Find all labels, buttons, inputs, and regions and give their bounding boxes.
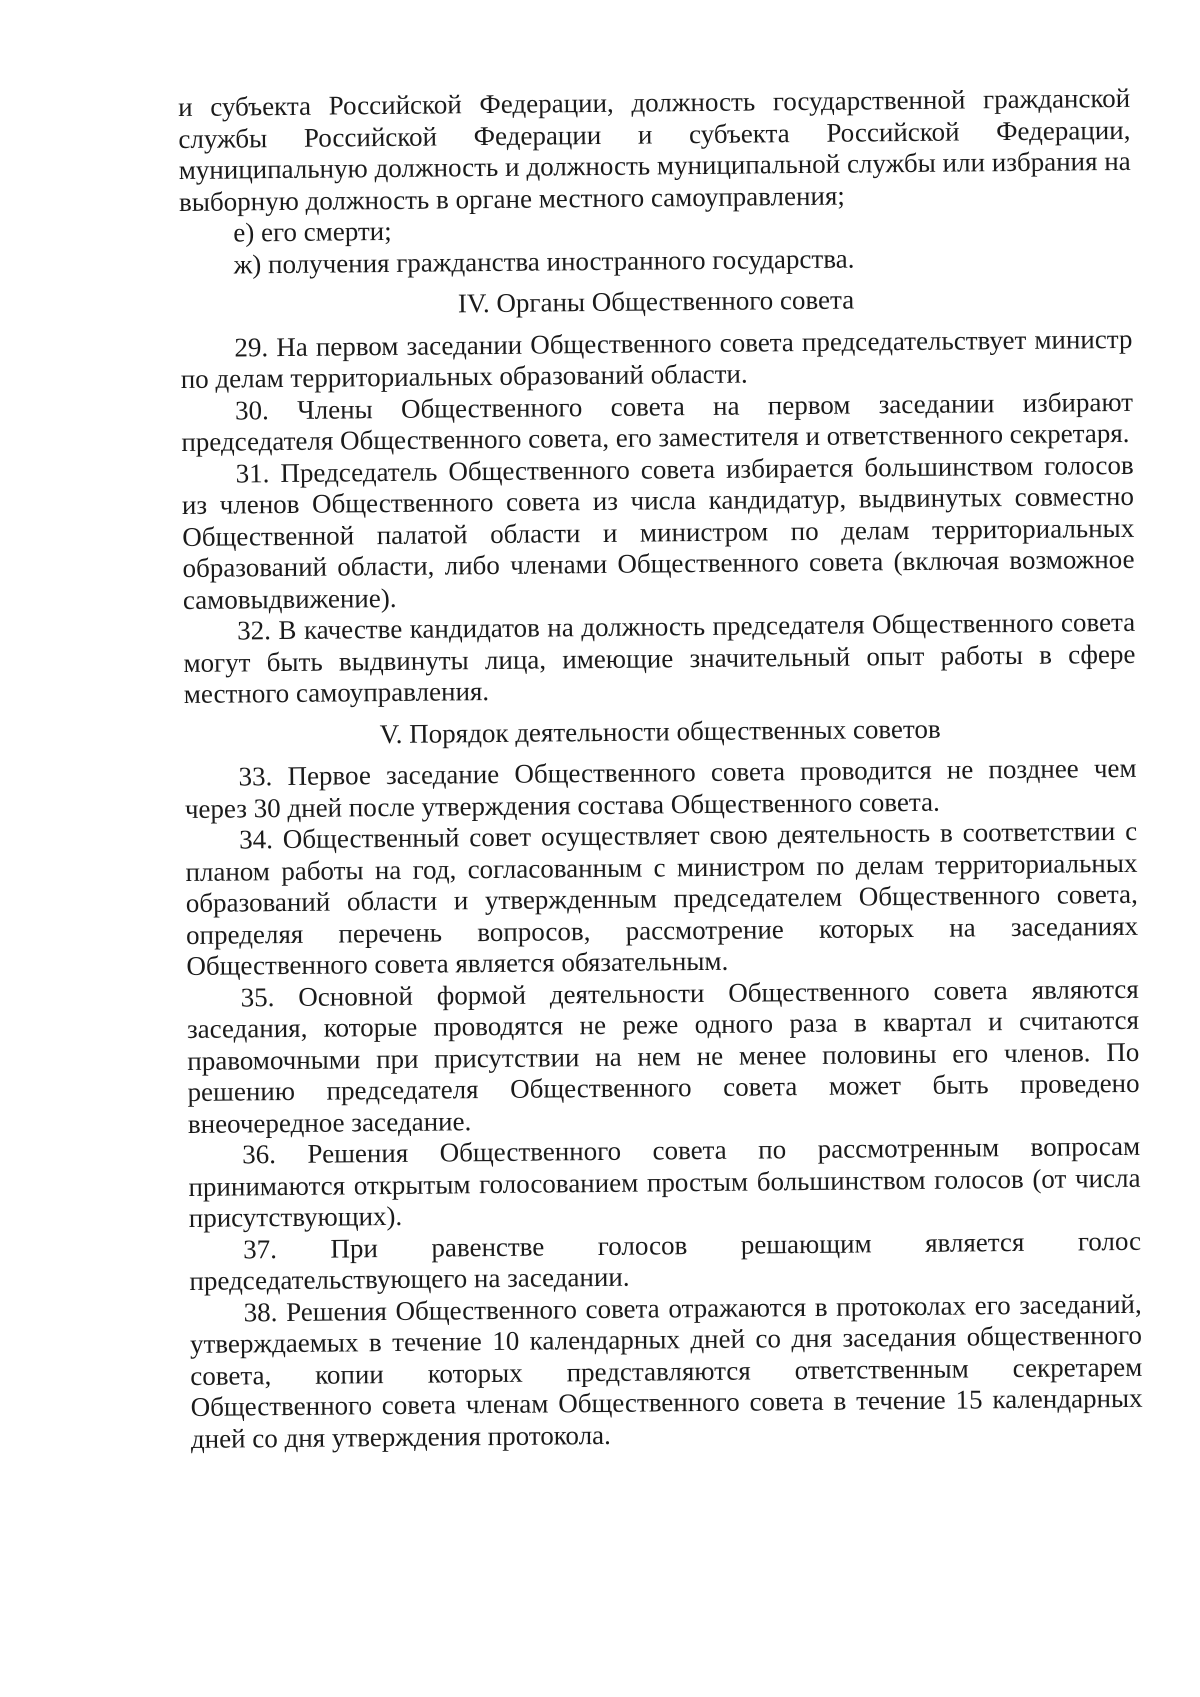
paragraph-36: 36. Решения Общественного совета по рассмотренным вопросам принимаются открытым голосованием простым большинством голосов (от числа присутствующих). [188,1130,1141,1233]
document-body [178,83,1143,1455]
list-item-e: е) его смерти; [233,215,392,248]
section-heading-v: V. Порядок деятельности общественных советов [379,713,941,749]
paragraph-29: 29. На первом заседании Общественного совета председательствует министр по делам территориальных образований области. [180,323,1133,394]
paragraph-30: 30. Члены Общественного совета на первом заседании избирают председателя Общественного совета, его заместителя и ответственного секретаря. [181,386,1134,457]
paragraph-intro: и субъекта Российской Федерации, должность государственной гражданской службы Российской Федерации и субъекта Российской Федерации, муниципальную должность и должность муниципальной службы или избрания на выборную должность в органе местного самоуправления; [178,82,1131,217]
section-heading-iv: IV. Органы Общественного совета [457,284,855,319]
paragraph-33: 33. Первое заседание Общественного совета проводится не позднее чем через 30 дней после утверждения состава Общественного совета. [184,752,1137,824]
list-item-zh: ж) получения гражданства иностранного государства. [233,243,855,279]
paragraph-31: 31. Председатель Общественного совета избирается большинством голосов из членов Общественного совета из числа кандидатур, выдвинутых совместно Общественной палатой области и министром по делам территориальных образований области, либо членами Общественного совета (включая возможное самовыдвижение). [181,449,1135,615]
paragraph-38: 38. Решения Общественного совета отражаются в протоколах его заседаний, утверждаемых в течение 10 календарных дней со дня заседания общественного совета, копии которых представляются ответственным секретарем Общественного совета членам Общественного совета в течение 15 календарных дней со дня утверждения протокола. [189,1288,1143,1454]
paragraph-34: 34. Общественный совет осуществляет свою деятельность в соответствии с планом работы на год, согласованным с министром по делам территориальных образований области и утвержденным председателем Общественного совета, определяя перечень вопросов, рассмотрение которых на заседаниях Общественного совета является обязательным. [185,815,1139,981]
paragraph-37: 37. При равенстве голосов решающим является голос председательствующего на заседании. [189,1225,1142,1296]
paragraph-32: 32. В качестве кандидатов на должность председателя Общественного совета могут быть выдвинуты лица, имеющие значительный опыт работы в сфере местного самоуправления. [183,606,1136,709]
paragraph-35: 35. Основной формой деятельности Общественного совета являются заседания, которые проводятся не реже одного раза в квартал и считаются правомочными при присутствии на нем не менее половины его членов. По решению председателя Общественного совета может быть проведено внеочередное заседание. [186,973,1140,1139]
